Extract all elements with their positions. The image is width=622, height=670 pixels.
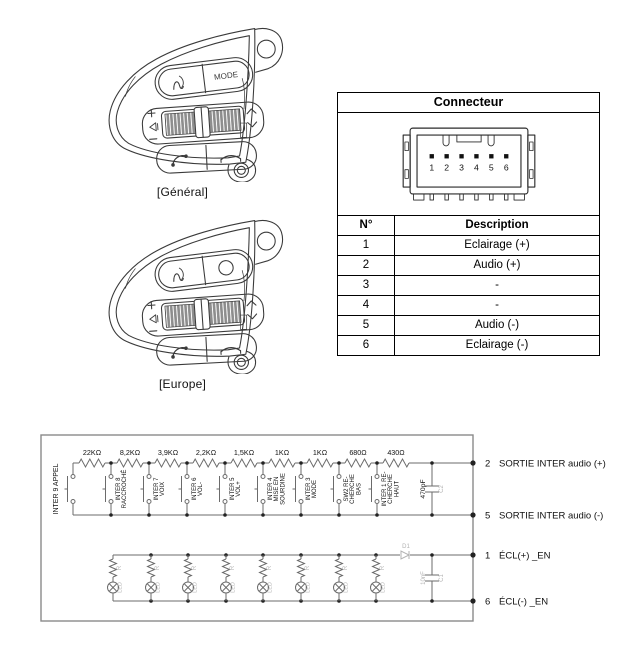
connector-drawing-cell: [338, 113, 600, 216]
led-ref: LED: [155, 582, 162, 593]
switch-label: INTER 9 APPEL: [53, 463, 60, 515]
mode-button-label: MODE: [213, 70, 239, 82]
resistor-value-label: 1,5KΩ: [233, 448, 255, 457]
switch-label: INTER 5: [230, 477, 236, 501]
switch-label: MODE: [312, 480, 319, 498]
description-column-header: Description: [395, 216, 600, 236]
led-ref: LED: [192, 582, 199, 593]
switch-label: BAS: [356, 482, 363, 496]
output-pin-number: 6: [485, 596, 491, 608]
led-resistor-ref: R: [155, 565, 161, 571]
connector-pin-leg: [444, 193, 447, 199]
output-pin-number: 5: [485, 510, 491, 522]
output-pin-label: ÉCL(-) _EN: [499, 596, 549, 608]
circuit-schematic: [38, 428, 622, 633]
switch-label: RACCROCHÉ: [122, 469, 129, 509]
capacitor-ref-label: C1: [439, 574, 445, 582]
connector-pin: [504, 154, 508, 158]
switch-label: HAUT: [394, 480, 401, 498]
output-pin-label: SORTIE INTER audio (+): [499, 458, 606, 470]
steering-remote-europe-drawing: [80, 216, 285, 374]
connector-pin-leg: [459, 193, 462, 199]
connector-pin: [489, 154, 493, 158]
pin-row: [338, 256, 600, 276]
resistor-value-label: 1KΩ: [274, 448, 290, 457]
switch-label: MISE EN: [274, 476, 281, 502]
resistor-value-label: 8,2KΩ: [119, 448, 141, 457]
connector-pin-leg: [474, 193, 477, 199]
led-ref: LED: [380, 582, 387, 593]
connector-pin: [429, 154, 433, 158]
pin-number: 5: [338, 316, 395, 336]
switch-label: INTER 6: [192, 477, 198, 501]
pin-number-column-header: N°: [338, 216, 395, 236]
led-resistor-ref: R: [343, 565, 349, 571]
output-pin-label: SORTIE INTER audio (-): [499, 510, 604, 522]
diode-ref-label: D1: [402, 544, 410, 550]
pin-row: [338, 296, 600, 316]
resistor-value-label: 1KΩ: [312, 448, 328, 457]
resistor-value-label: 3,9KΩ: [157, 448, 179, 457]
pin-row: [338, 236, 600, 256]
resistor-value-label: 2,2KΩ: [195, 448, 217, 457]
connector-pin: [444, 154, 448, 158]
connector-pin-number: 3: [458, 162, 464, 173]
led-ref: LED: [343, 582, 350, 593]
led-resistor-ref: R: [380, 565, 386, 571]
switch-label: INTER 4: [268, 477, 274, 501]
capacitor-value-label: 10nF: [421, 571, 427, 585]
switch-label: SOURDINE: [280, 473, 287, 505]
pin-description: Audio (+): [395, 256, 600, 276]
pin-number: 6: [338, 336, 395, 356]
connector-pin-number: 5: [488, 162, 494, 173]
capacitor-ref-label: C2: [439, 485, 445, 493]
figure-general-caption: [Général]: [156, 185, 209, 199]
figure-europe-caption: [Europe]: [159, 377, 206, 391]
pin-description: -: [395, 276, 600, 296]
steering-remote-general-drawing: [80, 24, 285, 182]
connector-pin-number: 2: [443, 162, 449, 173]
resistor-value-label: 680Ω: [349, 448, 367, 457]
resistor-value-label: 22KΩ: [82, 448, 102, 457]
connector-pin-numbers: [429, 154, 508, 200]
connector-pin-number: 1: [428, 162, 434, 173]
pin-row: [338, 316, 600, 336]
switch-label: VOL+: [236, 481, 243, 497]
connector-pin-number: 4: [473, 162, 479, 173]
resistor-value-label: 430Ω: [387, 448, 405, 457]
led-ref: LED: [267, 582, 274, 593]
led-resistor-ref: R: [267, 565, 273, 571]
led-resistor-ref: R: [192, 565, 198, 571]
led-ref: LED: [305, 582, 312, 593]
switch-label: CHERCHE: [350, 474, 357, 504]
pin-number: 3: [338, 276, 395, 296]
connector-pin-leg: [504, 193, 507, 199]
led-resistor-ref: R: [117, 565, 123, 571]
connector-table: [337, 92, 600, 356]
circuit-schematic-drawing: [38, 428, 622, 633]
pin-row: [338, 336, 600, 356]
pin-row: [338, 276, 600, 296]
connector-pin-leg: [430, 193, 433, 199]
led-ref: LED: [230, 582, 237, 593]
connector-title: Connecteur: [338, 93, 600, 113]
connector-pin: [459, 154, 463, 158]
pin-description: Eclairage (+): [395, 236, 600, 256]
led-resistor-ref: R: [230, 565, 236, 571]
switch-label: INTER 8: [116, 477, 122, 501]
pin-number: 1: [338, 236, 395, 256]
figure-europe: [80, 216, 285, 391]
pin-description: Audio (-): [395, 316, 600, 336]
switch-label: INTER 7: [154, 477, 160, 501]
figure-general: [80, 24, 285, 199]
pin-description: -: [395, 296, 600, 316]
switch-label: VOIX: [160, 481, 167, 497]
pin-number: 2: [338, 256, 395, 276]
capacitor-value-label: 470pF: [420, 479, 427, 499]
switch-label: INTER 1 RE-: [382, 471, 388, 507]
pin-number: 4: [338, 296, 395, 316]
connector-pin: [474, 154, 478, 158]
switch-label: SW2 RE-: [344, 476, 350, 502]
connector-drawing: [374, 116, 564, 213]
connector-pin-number: 6: [503, 162, 509, 173]
switch-label: VOL-: [198, 481, 205, 497]
output-pin-label: ÉCL(+) _EN: [499, 550, 551, 562]
output-pin-number: 1: [485, 550, 491, 562]
pin-description: Eclairage (-): [395, 336, 600, 356]
switch-label: CHERCHE: [388, 474, 395, 504]
connector-pin-leg: [489, 193, 492, 199]
switch-label: INTER 3: [306, 477, 312, 501]
output-pin-number: 2: [485, 458, 491, 470]
led-ref: LED: [117, 582, 124, 593]
led-resistor-ref: R: [305, 565, 311, 571]
